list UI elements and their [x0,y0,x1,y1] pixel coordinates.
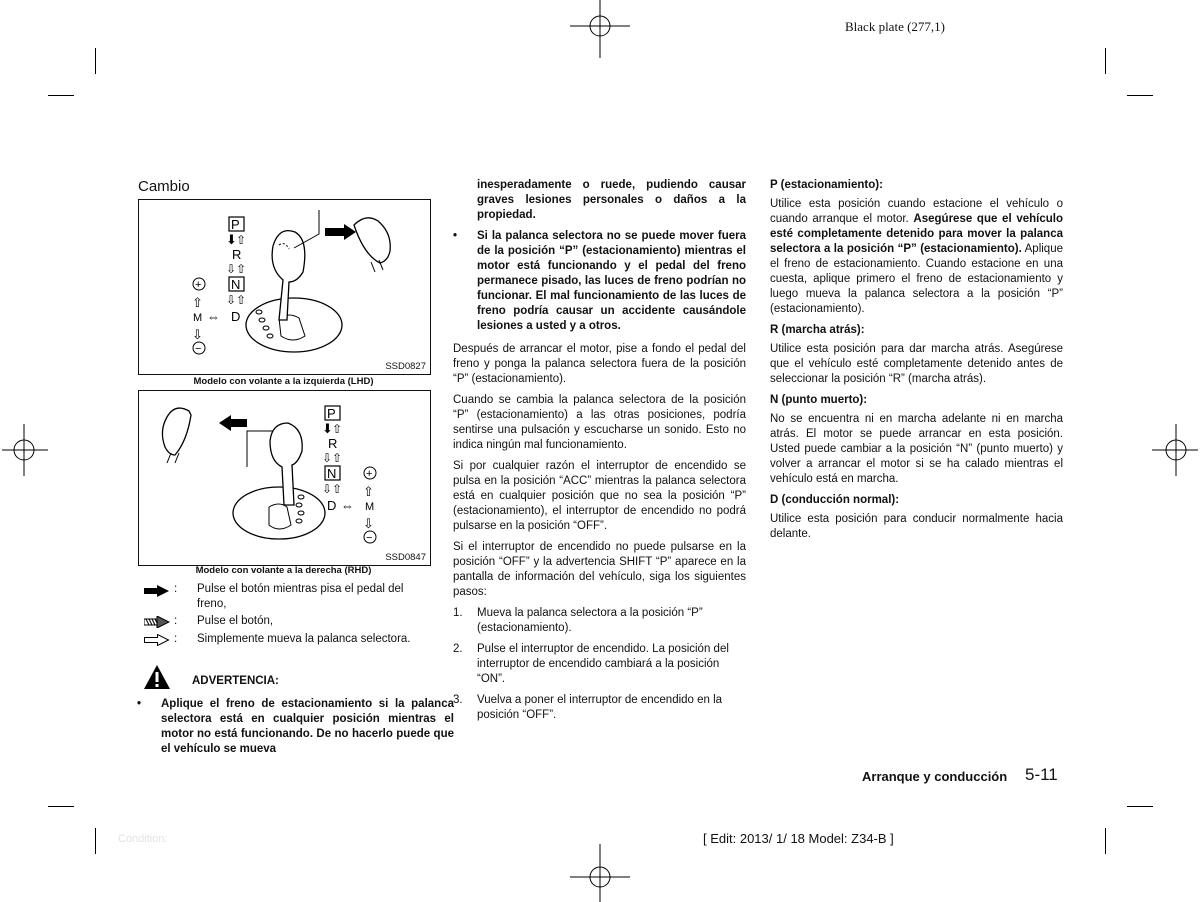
svg-text:⇧: ⇧ [236,233,247,247]
svg-text:⇩: ⇩ [322,451,333,465]
figure-code: SSD0847 [385,552,426,563]
svg-text:⇩: ⇩ [322,482,333,496]
legend-text: Pulse el botón, [197,615,274,627]
warning-bullet-cont: inesperadamente o ruede, pudiendo causar graves lesiones personales o daños a la propiedad. [477,179,746,221]
svg-text:⇩: ⇩ [192,327,203,342]
svg-text:⇧: ⇧ [332,422,343,436]
crop-mark [95,828,96,854]
registration-mark-top [565,0,635,60]
legend-text: Pulse el botón mientras pisa el pedal del freno, [197,583,404,610]
warning-bullet: • Si la palanca selectora no se puede mover fuera de la posición “P” (estacionamiento) mientras el motor está funcionando y el pedal del freno permanece pisado, las luces de freno podrían no funcionar. El mal funcionamiento de las luces de freno podría causar un accidente causándole lesiones a usted y a otros. [453,230,746,332]
gear-r: R [328,436,338,451]
gear-p: P [327,406,336,421]
section-title: Cambio [138,178,190,195]
crop-mark [95,48,96,74]
svg-text:⇧: ⇧ [332,482,343,496]
figure-caption: Modelo con volante a la izquierda (LHD) [193,376,374,387]
svg-text:⇧: ⇧ [236,262,247,276]
svg-text:⬇: ⬇ [322,421,333,436]
gear-minus: − [195,343,202,355]
registration-mark-left [0,420,50,480]
gear-m: M [365,501,375,513]
paragraph: Utilice esta posición para dar marcha atrás. Asegúrese que el vehículo esté completamente detenido antes de seleccionar la posición “R” (marcha atrás). [770,343,1063,385]
svg-text:⇩: ⇩ [226,293,237,307]
crop-mark [48,95,74,96]
registration-mark-bottom [565,842,635,902]
svg-text:⇩: ⇩ [363,516,374,531]
page-number: 5-11 [1025,765,1058,784]
legend-text: Simplemente mueva la palanca selectora. [197,633,411,645]
svg-text:⇧: ⇧ [236,293,247,307]
paragraph: Utilice esta posición para conducir normalmente hacia delante. [770,513,1063,540]
footer-section-name: Arranque y conducción [862,769,1008,784]
figure-code: SSD0827 [385,361,426,372]
gear-plus: + [195,279,202,291]
edit-info: [ Edit: 2013/ 1/ 18 Model: Z34-B ] [703,831,894,846]
warning-bullet-text: Si la palanca selectora no se puede mover fuera de la posición “P” (estacionamiento) mientras el motor está funcionando y el pedal del freno permanece pisado, las luces de freno podrían no funcionar. El mal funcionamiento de las luces de freno podría causar un accidente causándole lesiones a usted y a otros. [477,230,746,332]
crop-mark [1127,806,1153,807]
heading-r: R (marcha atrás): [770,324,865,336]
step-item: 1. Mueva la palanca selectora a la posición “P” (estacionamiento). [453,607,703,634]
svg-text:⇧: ⇧ [192,295,203,310]
crop-mark [48,806,74,807]
figure-lhd [138,199,431,375]
hatched-arrow-icon [144,616,170,628]
gear-plus: + [366,468,373,480]
svg-text:⇔: ⇔ [341,498,354,513]
gear-n: N [231,277,241,292]
heading-n: N (punto muerto): [770,394,868,406]
step-item: 3. Vuelva a poner el interruptor de encendido en la posición “OFF”. [453,694,723,721]
figure-rhd [138,390,431,566]
gear-d: D [327,498,337,513]
paragraph: Si por cualquier razón el interruptor de encendido se pulsa en la posición “ACC” mientras la palanca selectora está en cualquier posición que no sea la posición “P” (estacionamiento), el interruptor de encendido no podrá pulsarse en la posición “OFF”. [453,460,746,532]
outline-arrow-icon [144,634,170,646]
warning-bullet-text: Aplique el freno de estacionamiento si la palanca selectora está en cualquier posición mientras el motor no está funcionando. De no hacerlo puede que el vehículo se mueva [161,698,454,755]
paragraph: No se encuentra ni en marcha adelante ni en marcha atrás. El motor se puede arrancar en esta posición. Usted puede cambiar a la posición “N” (punto muerto) y volver a arrancar el motor si se ha calado mientras el vehículo está en marcha. [770,413,1063,485]
paragraph: Después de arrancar el motor, pise a fondo el pedal del freno y ponga la palanca selectora fuera de la posición “P” (estacionamiento). [453,343,746,385]
warning-icon [143,664,171,690]
crop-mark [1105,828,1106,854]
paragraph: Utilice esta posición cuando estacione el vehículo o cuando arranque el motor. Asegúrese que el vehículo esté completamente detenido para mover la palanca selectora a la posición “P” (estacionamiento). Aplique el freno de estacionamiento. Cuando estacione en una cuesta, aplique primero el freno de estacionamiento y luego mueva la palanca selectora a la posición “P” (estacionamiento). [770,198,1063,315]
gear-p: P [231,217,240,232]
warning-title: ADVERTENCIA: [192,675,279,687]
right-column [770,178,1063,548]
paragraph: Si el interruptor de encendido no puede pulsarse en la posición “OFF” y la advertencia SHIFT “P” aparece en la pantalla de información del vehículo, siga los siguientes pasos: [453,541,746,598]
heading-p: P (estacionamiento): [770,179,883,191]
solid-arrow-icon [144,585,170,597]
crop-mark [1127,95,1153,96]
gear-m: M [193,312,203,324]
plate-label: Black plate (277,1) [845,19,945,34]
gear-minus: − [366,532,373,544]
gear-r: R [232,247,242,262]
svg-text:⬇: ⬇ [226,232,237,247]
gear-d: D [231,309,241,324]
warning-bullet: • Aplique el freno de estacionamiento si la palanca selectora está en cualquier posición mientras el motor no está funcionando. De no hacerlo puede que el vehículo se mueva [137,698,454,755]
svg-text:⇔: ⇔ [207,309,220,324]
svg-text:⇧: ⇧ [332,451,343,465]
step-item: 2. Pulse el interruptor de encendido. La posición del interruptor de encendido cambiará a la posición “ON”. [453,643,729,685]
svg-text:⇧: ⇧ [363,484,374,499]
paragraph: Cuando se cambia la palanca selectora de la posición “P” (estacionamiento) a las otras posiciones, podría sentirse una pulsación y escucharse un sonido. Esto no indica ningún mal funcionamiento. [453,394,746,451]
gear-n: N [327,466,337,481]
crop-mark [1105,48,1106,74]
middle-column [453,178,746,729]
registration-mark-right [1150,420,1200,480]
svg-text:⇩: ⇩ [226,262,237,276]
figure-caption: Modelo con volante a la derecha (RHD) [195,565,372,576]
condition-label: Condition: [118,833,168,845]
heading-d: D (conducción normal): [770,494,900,506]
